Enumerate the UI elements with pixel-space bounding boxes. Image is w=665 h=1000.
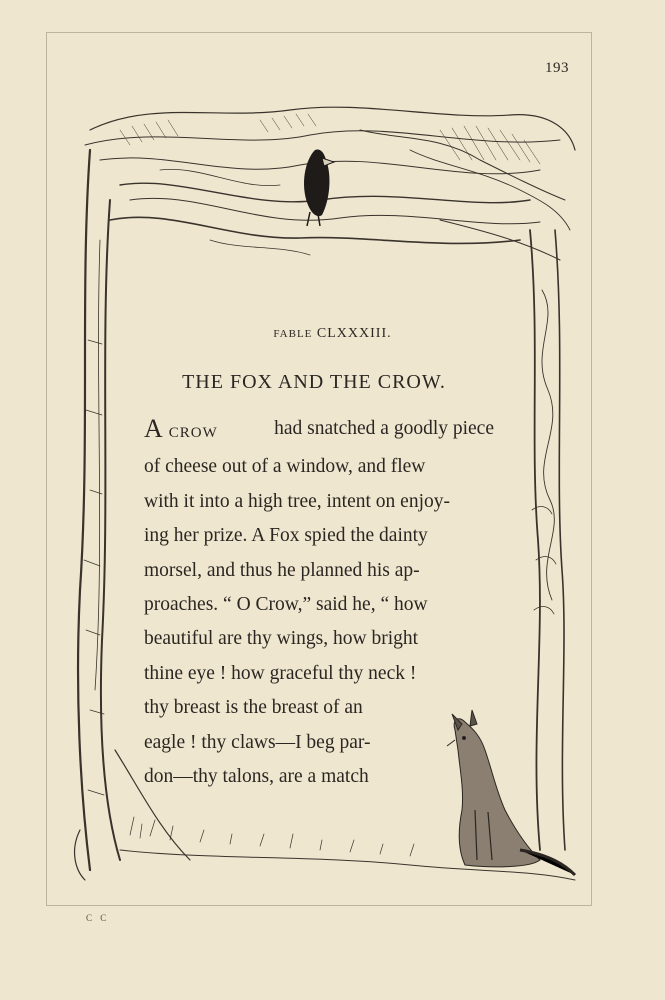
body-line <box>144 412 494 450</box>
drop-cap: A <box>144 414 163 443</box>
printer-signature: C C <box>86 913 110 923</box>
body-line-first <box>144 412 218 450</box>
small-caps-word: CROW <box>168 425 218 441</box>
body-line: beautiful are thy wings, how bright <box>144 628 419 650</box>
body-line: with it into a high tree, intent on enjoy- <box>144 490 450 512</box>
fable-body <box>144 412 494 794</box>
body-line: thy breast is the breast of an <box>144 697 363 719</box>
fable-number-roman: CLXXXIII. <box>316 326 392 341</box>
body-line: of cheese out of a window, and flew <box>144 456 426 478</box>
body-line: eagle ! thy claws—I beg par- <box>144 731 371 753</box>
body-line-text: had snatched a goodly piece <box>274 418 494 439</box>
body-line: thine eye ! how graceful thy neck ! <box>144 662 417 684</box>
body-line: don—thy talons, are a match <box>144 766 369 788</box>
page-number: 193 <box>545 60 569 76</box>
fable-number <box>0 326 665 342</box>
fable-number-prefix: FABLE <box>273 328 313 340</box>
body-line: ing her prize. A Fox spied the dainty <box>144 525 428 547</box>
body-line: morsel, and thus he planned his ap- <box>144 559 420 581</box>
body-line: proaches. “ O Crow,” said he, “ how <box>144 594 428 616</box>
crow-icon <box>304 149 334 226</box>
fable-title: THE FOX AND THE CROW. <box>182 371 446 393</box>
